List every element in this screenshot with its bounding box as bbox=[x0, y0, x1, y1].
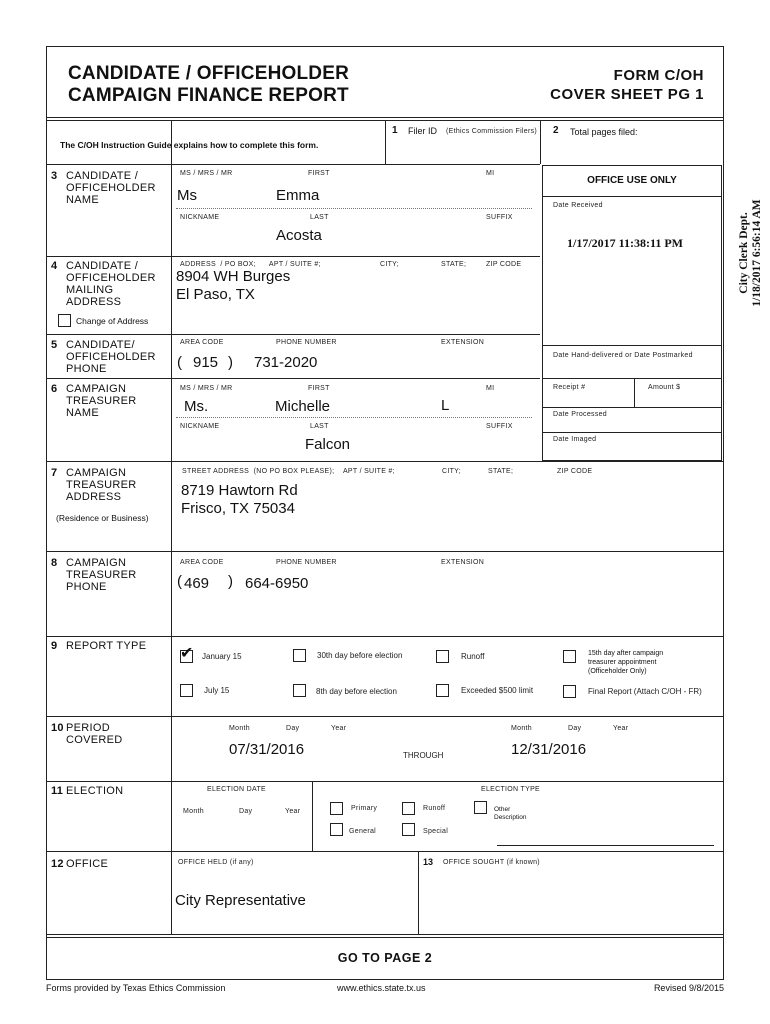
sec12-number: 12 bbox=[51, 858, 64, 870]
election-other-line: Other bbox=[494, 806, 511, 813]
sec6-prefix-header: MS / MRS / MR bbox=[180, 385, 233, 392]
report-type-january15-checkbox[interactable] bbox=[180, 645, 194, 663]
rule-sec8 bbox=[46, 551, 724, 552]
sec4-label bbox=[66, 260, 156, 308]
go-to-page-2: GO TO PAGE 2 bbox=[337, 951, 433, 965]
period-from-date-field[interactable]: 07/31/2016 bbox=[229, 741, 305, 758]
sec8-label-line: CAMPAIGN bbox=[66, 557, 127, 569]
sec3-label bbox=[66, 170, 156, 206]
sec4-label-line: CANDIDATE / bbox=[66, 260, 139, 272]
date-received-label: Date Received bbox=[553, 202, 603, 209]
checkmark-icon: ✔ bbox=[180, 645, 194, 662]
report-type-30th-day-label: 30th day before election bbox=[317, 651, 403, 660]
sec5-label-line: PHONE bbox=[66, 363, 107, 375]
sec3-nickname-header: NICKNAME bbox=[180, 214, 220, 221]
filer-id-label: Filer ID bbox=[408, 126, 437, 136]
sec6-nickname-header: NICKNAME bbox=[180, 423, 220, 430]
office-use-rule-3 bbox=[542, 407, 722, 408]
footer-website[interactable]: www.ethics.state.tx.us bbox=[337, 983, 426, 993]
received-stamp-line2: 1/18/2017 6:56:14 AM bbox=[751, 199, 763, 307]
sec4-city-header: CITY; bbox=[380, 261, 399, 268]
treasurer-phone-field[interactable]: 664-6950 bbox=[245, 575, 309, 592]
candidate-first-name-field[interactable]: Emma bbox=[276, 187, 320, 204]
report-type-30th-day-checkbox[interactable] bbox=[293, 649, 306, 662]
sec8-phone-header: PHONE NUMBER bbox=[276, 559, 337, 566]
rule-sec4 bbox=[46, 256, 540, 257]
election-day-header: Day bbox=[239, 808, 253, 815]
report-type-final-label: Final Report (Attach C/OH - FR) bbox=[588, 687, 702, 696]
change-of-address-label: Change of Address bbox=[76, 316, 149, 326]
rule-sec5 bbox=[46, 334, 540, 335]
treasurer-address-line1-field[interactable]: 8719 Hawtorn Rd bbox=[181, 482, 298, 499]
sec12-label: OFFICE bbox=[66, 858, 109, 870]
sec6-label-line: TREASURER bbox=[66, 395, 137, 407]
report-type-15th-day-line: 15th day after campaign bbox=[588, 650, 664, 657]
receipt-label: Receipt # bbox=[553, 384, 586, 391]
report-type-july15-checkbox[interactable] bbox=[180, 684, 193, 697]
sec6-label-line: NAME bbox=[66, 407, 99, 419]
rule-sec12 bbox=[46, 851, 724, 852]
election-year-header: Year bbox=[285, 808, 301, 815]
office-held-header: OFFICE HELD (if any) bbox=[178, 859, 254, 866]
sec9-label: REPORT TYPE bbox=[66, 640, 147, 652]
rule-election-split bbox=[312, 781, 313, 851]
election-general-checkbox[interactable] bbox=[330, 823, 343, 836]
sec6-suffix-header: SUFFIX bbox=[486, 423, 513, 430]
rule-sec3 bbox=[46, 164, 540, 165]
office-sought-header: OFFICE SOUGHT (if known) bbox=[443, 859, 540, 866]
sec8-close-paren: ) bbox=[228, 573, 233, 590]
report-type-runoff-checkbox[interactable] bbox=[436, 650, 449, 663]
sec3-divider bbox=[176, 208, 532, 209]
sec3-last-header: LAST bbox=[310, 214, 329, 221]
rule-footer-box-double bbox=[46, 937, 724, 938]
date-imaged-label: Date Imaged bbox=[553, 436, 597, 443]
received-stamp bbox=[738, 153, 764, 353]
election-general-label: General bbox=[349, 828, 377, 835]
sec6-label bbox=[66, 383, 137, 419]
rule-header bbox=[46, 117, 724, 118]
office-use-rule-4 bbox=[542, 432, 722, 433]
report-type-15th-day-line: (Officeholder Only) bbox=[588, 668, 647, 675]
sec4-label-line: MAILING bbox=[66, 284, 114, 296]
office-held-field[interactable]: City Representative bbox=[175, 892, 306, 909]
candidate-address-line2-field[interactable]: El Paso, TX bbox=[176, 286, 255, 303]
sec11-number: 11 bbox=[51, 785, 64, 797]
sec5-label-line: OFFICEHOLDER bbox=[66, 351, 156, 363]
election-other-checkbox[interactable] bbox=[474, 801, 487, 814]
instruction-note: The C/OH Instruction Guide explains how to complete this form. bbox=[60, 140, 319, 150]
sec7-city-header: CITY; bbox=[442, 468, 461, 475]
amount-label: Amount $ bbox=[648, 384, 681, 391]
report-type-8th-day-label: 8th day before election bbox=[316, 687, 397, 696]
sec8-area-header: AREA CODE bbox=[180, 559, 224, 566]
filer-id-number: 1 bbox=[392, 125, 398, 136]
sec3-label-line: OFFICEHOLDER bbox=[66, 182, 156, 194]
sec4-state-header: STATE; bbox=[441, 261, 467, 268]
sec3-mi-header: MI bbox=[486, 170, 495, 177]
report-type-july15-label: July 15 bbox=[204, 686, 230, 695]
sec6-mi-header: MI bbox=[486, 385, 495, 392]
election-type-header: ELECTION TYPE bbox=[481, 786, 541, 793]
candidate-area-code-field[interactable]: 915 bbox=[193, 354, 219, 371]
form-title-line2: CAMPAIGN FINANCE REPORT bbox=[68, 85, 349, 106]
rule-filer-id-left bbox=[385, 120, 386, 164]
sec13-number: 13 bbox=[423, 857, 434, 867]
sec8-number: 8 bbox=[51, 557, 58, 569]
election-month-header: Month bbox=[183, 808, 204, 815]
sec7-label bbox=[66, 467, 137, 503]
sec10-label bbox=[66, 722, 123, 746]
sec6-divider bbox=[176, 417, 532, 418]
sec3-prefix-header: MS / MRS / MR bbox=[180, 170, 233, 177]
sec10-to-year-header: Year bbox=[613, 725, 629, 732]
office-use-title-rule bbox=[542, 196, 722, 197]
sec8-open-paren: ( bbox=[177, 573, 182, 590]
sec11-label: ELECTION bbox=[66, 785, 124, 797]
treasurer-address-line2-field[interactable]: Frisco, TX 75034 bbox=[181, 500, 295, 517]
candidate-last-name-field[interactable]: Acosta bbox=[276, 227, 322, 244]
rule-footer-box bbox=[46, 934, 724, 935]
sec5-phone-header: PHONE NUMBER bbox=[276, 339, 337, 346]
sec4-zip-header: ZIP CODE bbox=[486, 261, 522, 268]
candidate-phone-field[interactable]: 731-2020 bbox=[254, 354, 318, 371]
sec8-label bbox=[66, 557, 137, 593]
rule-filer-id-right bbox=[540, 120, 541, 164]
filer-id-note: (Ethics Commission Filers) bbox=[446, 128, 538, 135]
treasurer-first-name-field[interactable]: Michelle bbox=[275, 398, 331, 415]
date-processed-label: Date Processed bbox=[553, 411, 608, 418]
rule-office-split bbox=[418, 851, 419, 934]
candidate-address-line1-field[interactable]: 8904 WH Burges bbox=[176, 268, 291, 285]
rule-sec7 bbox=[46, 461, 724, 462]
sec3-label-line: NAME bbox=[66, 194, 99, 206]
sec5-close-paren: ) bbox=[228, 354, 233, 371]
sec5-label-line: CANDIDATE/ bbox=[66, 339, 135, 351]
received-stamp-line1: City Clerk Dept. bbox=[738, 212, 750, 294]
form-title-line1: CANDIDATE / OFFICEHOLDER bbox=[68, 63, 349, 84]
sec4-label-line: ADDRESS bbox=[66, 296, 122, 308]
rule-sec6 bbox=[46, 378, 540, 379]
sec4-address-header: ADDRESS / PO BOX; APT / SUITE #; bbox=[180, 261, 321, 268]
rule-sec10 bbox=[46, 716, 724, 717]
election-primary-label: Primary bbox=[351, 805, 378, 812]
total-pages-number: 2 bbox=[553, 125, 559, 136]
sec6-last-header: LAST bbox=[310, 423, 329, 430]
sec5-ext-header: EXTENSION bbox=[441, 339, 485, 346]
treasurer-area-code-field[interactable]: 469 bbox=[184, 575, 210, 592]
election-runoff-checkbox[interactable] bbox=[402, 802, 415, 815]
office-use-rule-2 bbox=[542, 378, 722, 379]
election-other-line: Description bbox=[494, 814, 527, 821]
sec3-number: 3 bbox=[51, 170, 58, 182]
sec8-label-line: TREASURER bbox=[66, 569, 137, 581]
sec5-open-paren: ( bbox=[177, 354, 182, 371]
sec5-number: 5 bbox=[51, 339, 58, 351]
candidate-prefix-field[interactable]: Ms bbox=[177, 187, 197, 204]
sec7-label-line: TREASURER bbox=[66, 479, 137, 491]
election-runoff-label: Runoff bbox=[423, 805, 446, 812]
sec10-number: 10 bbox=[51, 722, 64, 734]
report-type-8th-day-checkbox[interactable] bbox=[293, 684, 306, 697]
treasurer-mi-field[interactable]: L bbox=[441, 397, 450, 414]
office-use-title: OFFICE USE ONLY bbox=[587, 175, 677, 186]
sec6-first-header: FIRST bbox=[308, 385, 330, 392]
sec7-label-line: CAMPAIGN bbox=[66, 467, 127, 479]
rule-sec9 bbox=[46, 636, 724, 637]
rule-label-column bbox=[171, 120, 172, 934]
sec10-label-line: COVERED bbox=[66, 734, 123, 746]
sec8-label-line: PHONE bbox=[66, 581, 107, 593]
treasurer-last-name-field[interactable]: Falcon bbox=[305, 436, 351, 453]
report-type-runoff-label: Runoff bbox=[461, 652, 485, 661]
sec7-number: 7 bbox=[51, 467, 58, 479]
sec10-from-month-header: Month bbox=[229, 725, 250, 732]
report-type-15th-day-checkbox[interactable] bbox=[563, 650, 576, 663]
sec7-note: (Residence or Business) bbox=[56, 513, 149, 523]
sec4-label-line: OFFICEHOLDER bbox=[66, 272, 156, 284]
cover-sheet-label: COVER SHEET PG 1 bbox=[550, 86, 704, 103]
sec5-label bbox=[66, 339, 156, 375]
change-of-address-checkbox[interactable] bbox=[58, 314, 71, 327]
election-special-label: Special bbox=[423, 828, 449, 835]
rule-sec11 bbox=[46, 781, 724, 782]
form-code: FORM C/OH bbox=[613, 67, 704, 84]
sec7-label-line: ADDRESS bbox=[66, 491, 122, 503]
hand-delivered-label: Date Hand-delivered or Date Postmarked bbox=[553, 352, 693, 359]
date-received-value: 1/17/2017 11:38:11 PM bbox=[567, 236, 683, 250]
sec9-number: 9 bbox=[51, 640, 58, 652]
treasurer-prefix-field[interactable]: Ms. bbox=[184, 398, 209, 415]
report-type-january15-label: January 15 bbox=[202, 652, 242, 661]
footer-revision: Revised 9/8/2015 bbox=[653, 983, 724, 993]
report-type-exceeded-checkbox[interactable] bbox=[436, 684, 449, 697]
report-type-exceeded-label: Exceeded $500 limit bbox=[461, 686, 534, 695]
sec7-state-header: STATE; bbox=[488, 468, 514, 475]
sec10-label-line: PERIOD bbox=[66, 722, 110, 734]
sec4-number: 4 bbox=[51, 260, 58, 272]
sec3-first-header: FIRST bbox=[308, 170, 330, 177]
sec8-ext-header: EXTENSION bbox=[441, 559, 485, 566]
sec5-area-header: AREA CODE bbox=[180, 339, 224, 346]
total-pages-label: Total pages filed: bbox=[570, 127, 638, 137]
election-primary-checkbox[interactable] bbox=[330, 802, 343, 815]
sec10-from-year-header: Year bbox=[331, 725, 347, 732]
period-through-label: THROUGH bbox=[403, 751, 444, 760]
report-type-15th-day-line: treasurer appointment bbox=[588, 659, 657, 666]
sec7-address-header: STREET ADDRESS (NO PO BOX PLEASE); APT / SUITE #; bbox=[182, 468, 395, 475]
period-to-date-field[interactable]: 12/31/2016 bbox=[511, 741, 587, 758]
sec3-label-line: CANDIDATE / bbox=[66, 170, 139, 182]
report-type-15th-day-label bbox=[588, 649, 663, 676]
sec10-to-month-header: Month bbox=[511, 725, 532, 732]
election-special-checkbox[interactable] bbox=[402, 823, 415, 836]
report-type-final-checkbox[interactable] bbox=[563, 685, 576, 698]
office-use-split bbox=[634, 378, 635, 407]
footer-credit: Forms provided by Texas Ethics Commission bbox=[46, 983, 226, 993]
sec6-number: 6 bbox=[51, 383, 58, 395]
election-other-description-line[interactable] bbox=[497, 845, 714, 846]
election-other-label bbox=[494, 806, 527, 822]
election-date-header: ELECTION DATE bbox=[207, 786, 267, 793]
office-use-rule-1 bbox=[542, 345, 722, 346]
sec3-suffix-header: SUFFIX bbox=[486, 214, 513, 221]
sec6-label-line: CAMPAIGN bbox=[66, 383, 127, 395]
sec10-to-day-header: Day bbox=[568, 725, 582, 732]
sec10-from-day-header: Day bbox=[286, 725, 300, 732]
sec7-zip-header: ZIP CODE bbox=[557, 468, 593, 475]
